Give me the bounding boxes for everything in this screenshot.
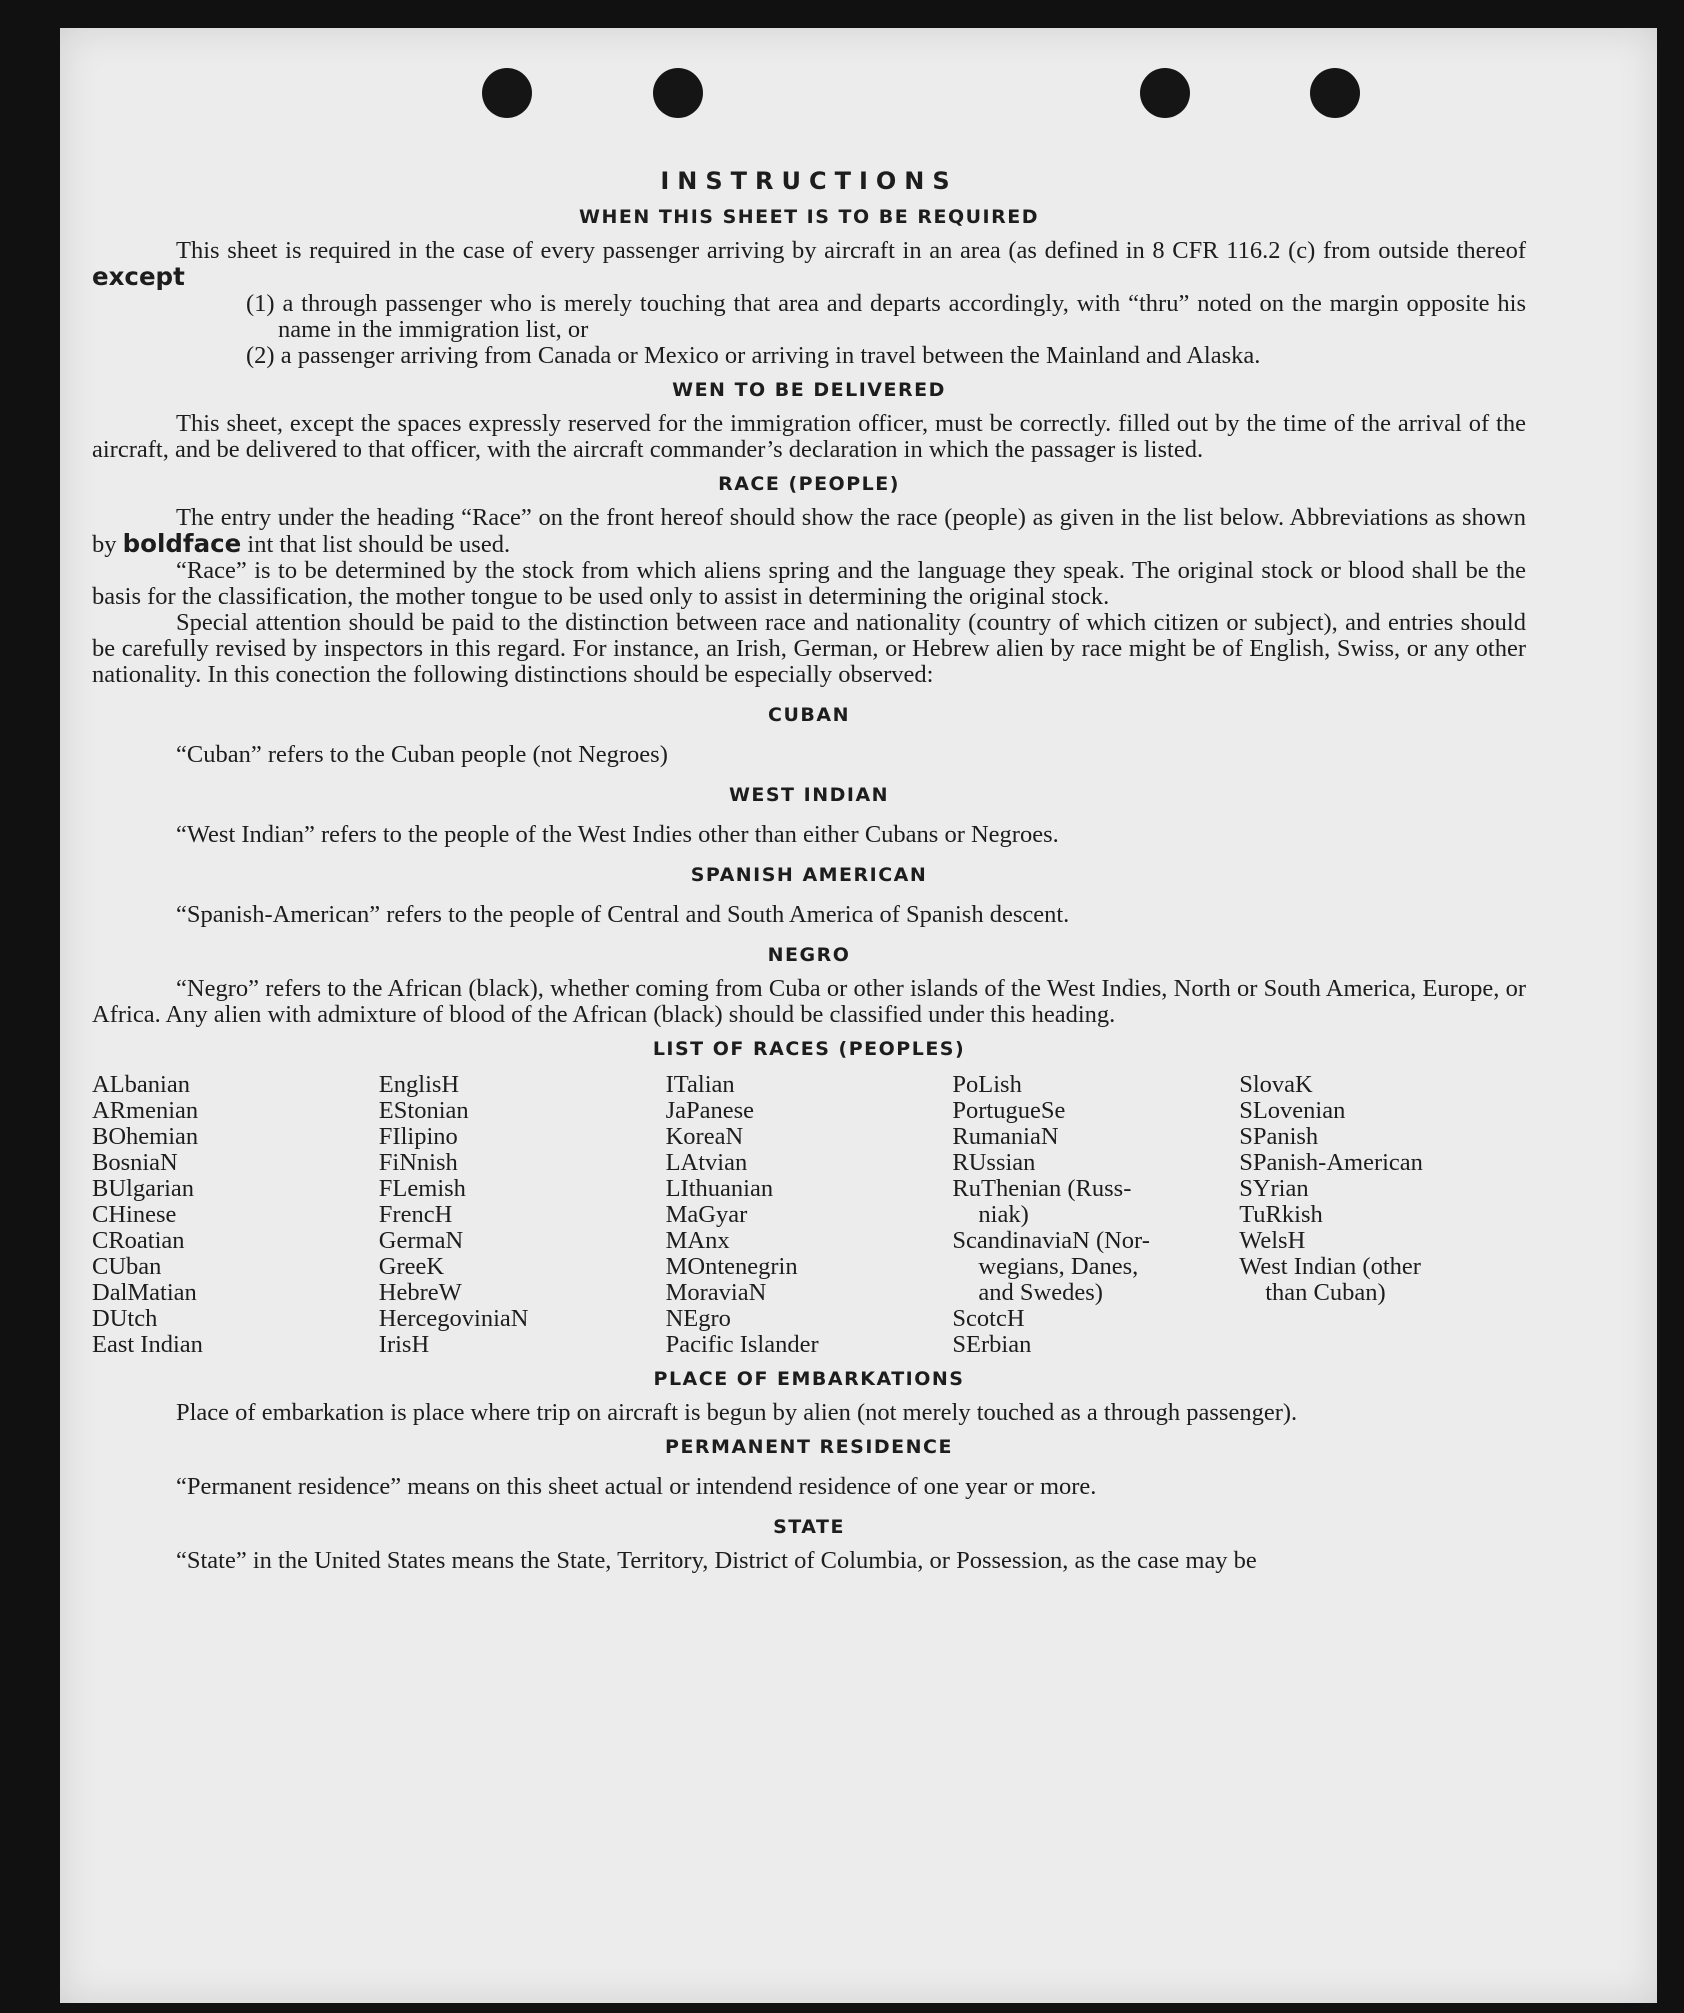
race-item: SYrian <box>1239 1175 1309 1202</box>
race-item: CHinese <box>92 1201 177 1228</box>
race-item: RumaniaN <box>952 1123 1059 1150</box>
race-item: KoreaN <box>665 1123 744 1150</box>
heading-cuban: CUBAN <box>768 704 850 726</box>
race-item: EStonian <box>378 1097 469 1124</box>
race-p1-before: The entry under the heading “Race” on the front hereof should show the race (people) as given in the list below. Abbreviations as shown by <box>92 504 1526 558</box>
race-item: PoLish <box>952 1071 1022 1098</box>
race-item: BOhemian <box>92 1123 199 1150</box>
race-item: FIlipino <box>378 1123 458 1150</box>
race-item: than Cuban) <box>1265 1279 1386 1306</box>
race-item: FLemish <box>378 1175 466 1202</box>
heading-negro: NEGRO <box>767 944 851 966</box>
race-item: niak) <box>978 1201 1029 1228</box>
race-item: BosniaN <box>92 1149 178 1176</box>
race-item: HebreW <box>378 1279 462 1306</box>
paragraph-permanent-residence: “Permanent residence” means on this sheet actual or intendend residence of one year or more. <box>176 1473 1097 1500</box>
race-item: West Indian (other <box>1239 1253 1421 1280</box>
race-item: JaPanese <box>665 1097 755 1124</box>
race-item: ARmenian <box>92 1097 199 1124</box>
heading-spanish-american: SPANISH AMERICAN <box>690 864 928 886</box>
document-body <box>92 168 1526 1574</box>
race-item: ITalian <box>665 1071 735 1098</box>
race-item: PortugueSe <box>952 1097 1066 1124</box>
race-item: BUlgarian <box>92 1175 195 1202</box>
heading-race: RACE (PEOPLE) <box>718 473 900 495</box>
races-column-3 <box>666 1072 953 1358</box>
heading-permanent-residence: PERMANENT RESIDENCE <box>665 1436 953 1458</box>
punch-hole <box>1140 68 1190 118</box>
paragraph-spanish-american: “Spanish-American” refers to the people of Central and South America of Spanish descent. <box>176 901 1070 928</box>
boldface-keyword: boldface <box>122 529 242 558</box>
race-item: LAtvian <box>665 1149 748 1176</box>
race-item: SLovenian <box>1239 1097 1346 1124</box>
except-keyword: except <box>92 262 185 291</box>
race-item: GermaN <box>378 1227 464 1254</box>
race-item: NEgro <box>665 1305 731 1332</box>
race-p1-after: int that list should be used. <box>241 531 511 558</box>
races-column-5 <box>1239 1072 1526 1358</box>
heading-list-of-races: LIST OF RACES (PEOPLES) <box>652 1038 966 1060</box>
race-item: HercegoviniaN <box>378 1305 529 1332</box>
race-item: LIthuanian <box>665 1175 774 1202</box>
punch-hole <box>1310 68 1360 118</box>
race-item: RUssian <box>952 1149 1036 1176</box>
races-list <box>92 1072 1526 1358</box>
race-item: DalMatian <box>92 1279 197 1306</box>
race-item: TuRkish <box>1239 1201 1323 1228</box>
race-item: EnglisH <box>378 1071 460 1098</box>
when-text: This sheet is required in the case of every passenger arriving by aircraft in an area (as defined in 8 CFR 116.2 (c) from outside thereof <box>176 237 1526 264</box>
race-item: wegians, Danes, <box>978 1253 1139 1280</box>
paragraph-race-1 <box>92 505 1526 558</box>
race-item: MOntenegrin <box>665 1253 798 1280</box>
heading-when-required: WHEN THIS SHEET IS TO BE REQUIRED <box>578 206 1039 228</box>
paragraph-when-required <box>92 238 1526 291</box>
paragraph-cuban: “Cuban” refers to the Cuban people (not Negroes) <box>176 741 668 768</box>
race-item: ScandinaviaN (Nor- <box>952 1227 1150 1254</box>
paragraph-race-2: “Race” is to be determined by the stock from which aliens spring and the language they speak. The original stock or blood shall be the basis for the classification, the mother tongue to be used only to assist in determining the original stock. <box>92 557 1526 610</box>
race-item: SPanish <box>1239 1123 1319 1150</box>
race-item: WelsH <box>1239 1227 1306 1254</box>
race-item: GreeK <box>378 1253 445 1280</box>
race-item: CUban <box>92 1253 162 1280</box>
races-column-2 <box>379 1072 666 1358</box>
races-column-1 <box>92 1072 379 1358</box>
race-item: CRoatian <box>92 1227 185 1254</box>
race-item: East Indian <box>92 1331 203 1358</box>
exception-item-2: (2) a passenger arriving from Canada or Mexico or arriving in travel between the Mainland and Alaska. <box>246 342 1261 369</box>
race-item: and Swedes) <box>978 1279 1103 1306</box>
paragraph-race-3: Special attention should be paid to the distinction between race and nationality (country of which citizen or subject), and entries should be carefully revised by inspectors in this regard. For instance, an Irish, German, or Hebrew alien by race might be of English, Swiss, or any other nationality. In this conection the following distinctions should be especially observed: <box>92 609 1526 688</box>
races-column-4 <box>952 1072 1239 1358</box>
paragraph-west-indian: “West Indian” refers to the people of the West Indies other than either Cubans or Negroes. <box>176 821 1059 848</box>
race-item: SPanish-American <box>1239 1149 1423 1176</box>
page-title: INSTRUCTIONS <box>660 167 958 195</box>
race-item: ScotcH <box>952 1305 1025 1332</box>
race-item: FrencH <box>378 1201 453 1228</box>
race-item: DUtch <box>92 1305 158 1332</box>
heading-embarkation: PLACE OF EMBARKATIONS <box>653 1368 965 1390</box>
race-item: SErbian <box>952 1331 1032 1358</box>
punch-hole <box>653 68 703 118</box>
paragraph-state: “State” in the United States means the State, Territory, District of Columbia, or Possession, as the case may be <box>176 1547 1257 1574</box>
race-item: RuThenian (Russ- <box>952 1175 1132 1202</box>
race-item: SlovaK <box>1239 1071 1313 1098</box>
race-item: MaGyar <box>665 1201 748 1228</box>
race-item: FiNnish <box>378 1149 458 1176</box>
race-item: ALbanian <box>92 1071 190 1098</box>
paragraph-negro: “Negro” refers to the African (black), whether coming from Cuba or other islands of the West Indies, North or South America, Europe, or Africa. Any alien with admixture of blood of the African (black) should be classified under this heading. <box>92 975 1526 1028</box>
punch-hole <box>482 68 532 118</box>
paragraph-when-delivered: This sheet, except the spaces expressly reserved for the immigration officer, must be correctly. filled out by the time of the arrival of the aircraft, and be delivered to that officer, with the aircraft commander’s declaration in which the passager is listed. <box>92 410 1526 463</box>
race-item: IrisH <box>378 1331 430 1358</box>
race-item: Pacific Islander <box>665 1331 819 1358</box>
exception-item-1: (1) a through passenger who is merely touching that area and departs accordingly, with “thru” noted on the margin opposite his name in the immigration list, or <box>246 290 1526 343</box>
heading-state: STATE <box>773 1516 845 1538</box>
document-sheet <box>60 28 1657 2003</box>
race-item: MAnx <box>665 1227 730 1254</box>
race-item: MoraviaN <box>665 1279 767 1306</box>
heading-west-indian: WEST INDIAN <box>728 784 890 806</box>
heading-when-delivered: WEN TO BE DELIVERED <box>672 379 946 401</box>
paragraph-embarkation: Place of embarkation is place where trip on aircraft is begun by alien (not merely touched as a through passenger). <box>176 1399 1298 1426</box>
